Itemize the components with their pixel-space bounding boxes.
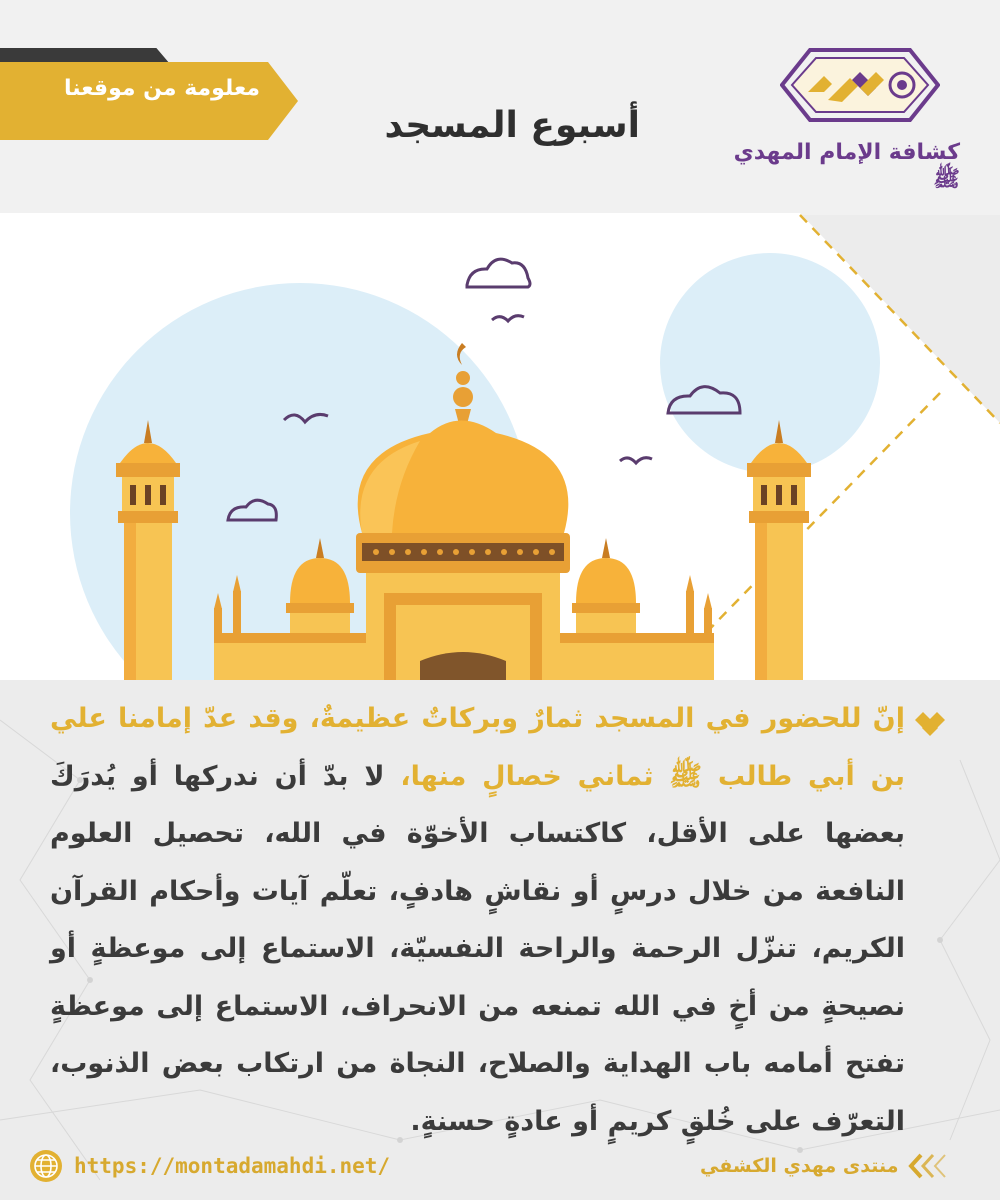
scouts-logo-text: كشافة الإمام المهدي ﷺ	[733, 140, 960, 192]
minaret-left	[116, 420, 180, 680]
info-ribbon	[0, 62, 300, 140]
scouts-logo-icon	[780, 48, 940, 122]
sky-circle-right	[660, 253, 880, 473]
article-highlight: إنّ للحضور في المسجد ثمارٌ وبركاتٌ عظيمةٌ، وقد عدّ إمامنا علي بن أبي طالب ﷺ ثماني خصالٍ منها،	[50, 703, 906, 792]
website-url-link[interactable]: https://montadamahdi.net/	[74, 1154, 391, 1178]
mosque-illustration	[0, 213, 1000, 680]
chevron-left-icon	[907, 1153, 951, 1179]
article-text: لا بدّ أن ندركها أو يُدرَكَ بعضها على الأقل، كاكتساب الأخوّة في الله، تحصيل العلوم النافعة من خلال درسٍ أو نقاشٍ هادفٍ، تعلّم آيات وأحكام القرآن الكريم، تنزّل الرحمة والراحة النفسيّة، الاستماع إلى موعظةٍ أو نصيحةٍ من أخٍ في الله تمنعه من الانحراف، الاستماع إلى موعظةٍ تفتح أمامه باب الهداية والصلاح، النجاة من ارتكاب بعض الذنوب، التعرّف على خُلقٍ كريمٍ أو عادةٍ حسنةٍ.	[50, 760, 905, 1137]
page-title: أسبوع المسجد	[384, 105, 640, 146]
article-body	[50, 690, 905, 1150]
minaret-right	[747, 420, 811, 680]
footer-forum[interactable]	[700, 1148, 980, 1184]
forum-name[interactable]: منتدى مهدي الكشفي	[700, 1155, 899, 1177]
diamond-bullet-icon	[913, 710, 955, 738]
globe-icon	[28, 1148, 64, 1184]
footer-website[interactable]	[28, 1148, 390, 1184]
info-badge-label: معلومة من موقعنا	[64, 76, 260, 101]
